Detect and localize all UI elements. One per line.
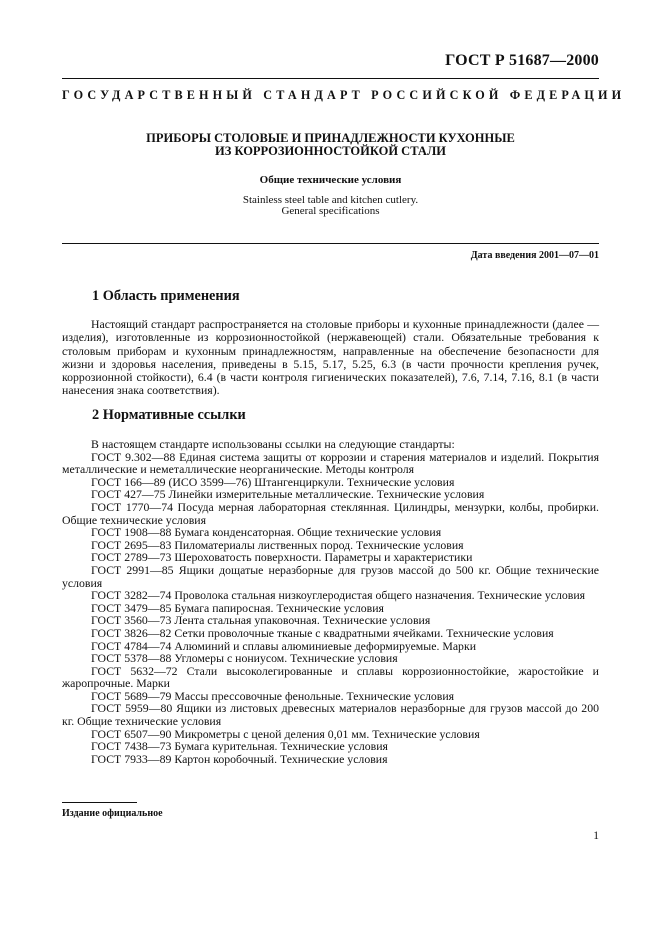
reference-item: ГОСТ 3560—73 Лента стальная упаковочная. Технические условия (91, 613, 431, 628)
document-subtitle: Общие технические условия (259, 174, 402, 186)
english-title (62, 195, 599, 217)
reference-item: ГОСТ 7933—89 Картон коробочный. Технические условия (91, 751, 388, 766)
reference-item: ГОСТ 5632—72 Стали высоколегированные и сплавы коррозионностойкие, жаростойкие и жаропрочные. Марки (62, 663, 599, 691)
references-intro: В настоящем стандарте использованы ссылки на следующие стандарты: (91, 437, 455, 451)
english-title-line-1: Stainless steel table and kitchen cutlery. (242, 194, 419, 206)
introduction-date: Дата введения 2001—07—01 (470, 250, 599, 261)
reference-item: ГОСТ 5689—79 Массы прессовочные фенольные. Технические условия (91, 688, 455, 703)
reference-item: ГОСТ 4784—74 Алюминий и сплавы алюминиевые деформируемые. Марки (91, 638, 477, 653)
reference-item: ГОСТ 166—89 (ИСО 3599—76) Штангенциркули. Технические условия (91, 474, 455, 489)
section-1-body (62, 318, 599, 398)
section-1-title: 1 Область применения (92, 288, 240, 304)
reference-item: ГОСТ 3826—82 Сетки проволочные тканые с квадратными ячейками. Технические условия (91, 625, 554, 640)
reference-item: ГОСТ 3282—74 Проволока стальная низкоуглеродистая общего назначения. Технические условия (91, 588, 586, 603)
reference-item: ГОСТ 7438—73 Бумага курительная. Технические условия (91, 739, 388, 754)
section-2-title: 2 Нормативные ссылки (92, 407, 246, 423)
reference-item: ГОСТ 427—75 Линейки измерительные металлические. Технические условия (91, 487, 485, 502)
title-line-1: ПРИБОРЫ СТОЛОВЫЕ И ПРИНАДЛЕЖНОСТИ КУХОННЫЕ (146, 131, 515, 145)
edition-note: Издание официальное (62, 808, 163, 819)
state-standard-heading: ГОСУДАРСТВЕННЫЙ СТАНДАРТ РОССИЙСКОЙ ФЕДЕРАЦИИ (62, 88, 626, 102)
references-list (62, 438, 599, 765)
page-number: 1 (593, 830, 599, 842)
reference-item: ГОСТ 5959—80 Ящики из листовых древесных материалов неразборные для грузов массой до 200 кг. Общие технические условия (62, 701, 599, 729)
reference-item: ГОСТ 6507—90 Микрометры с ценой деления 0,01 мм. Технические условия (91, 726, 480, 741)
document-title (62, 132, 599, 158)
reference-item: ГОСТ 2695—83 Пиломатериалы лиственных пород. Технические условия (91, 537, 464, 552)
reference-item: ГОСТ 1908—88 Бумага конденсаторная. Общие технические условия (91, 525, 442, 540)
reference-item: ГОСТ 3479—85 Бумага папиросная. Технические условия (91, 600, 384, 615)
title-divider (62, 243, 599, 244)
title-line-2: ИЗ КОРРОЗИОННОСТОЙКОЙ СТАЛИ (215, 144, 446, 158)
header-divider (62, 78, 599, 79)
standard-code: ГОСТ Р 51687—2000 (445, 52, 599, 69)
reference-item: ГОСТ 9.302—88 Единая система защиты от коррозии и старения материалов и изделий. Покрытия металлические и неметаллические неорганические. Методы контроля (62, 449, 599, 477)
section-1-paragraph: Настоящий стандарт распространяется на столовые приборы и кухонные принадлежности (далее — изделия), изготовленные из коррозионностойкой (нержавеющей) стали. Обязательные требования к столовым приборам и кухонным принадлежностям, направленные на обеспечение безопасности для жизни и здоровья населения, приведены в 5.15, 5.17, 5.25, 6.3 (в части прочности крепления ручек, коррозионной стойкости), 6.4 (в части контроля гигиенических показателей), 7.6, 7.14, 7.16, 8.1 (в части нанесения знака соответствия). (62, 317, 599, 398)
reference-item: ГОСТ 1770—74 Посуда мерная лабораторная стеклянная. Цилиндры, мензурки, колбы, пробирки. Общие технические условия (62, 499, 599, 527)
reference-item: ГОСТ 2789—73 Шероховатость поверхности. Параметры и характеристики (91, 550, 473, 565)
reference-item: ГОСТ 2991—85 Ящики дощатые неразборные для грузов массой до 500 кг. Общие технические условия (62, 562, 599, 590)
reference-item: ГОСТ 5378—88 Угломеры с нониусом. Технические условия (91, 651, 398, 666)
english-title-line-2: General specifications (281, 205, 380, 217)
footnote-divider (62, 802, 137, 803)
